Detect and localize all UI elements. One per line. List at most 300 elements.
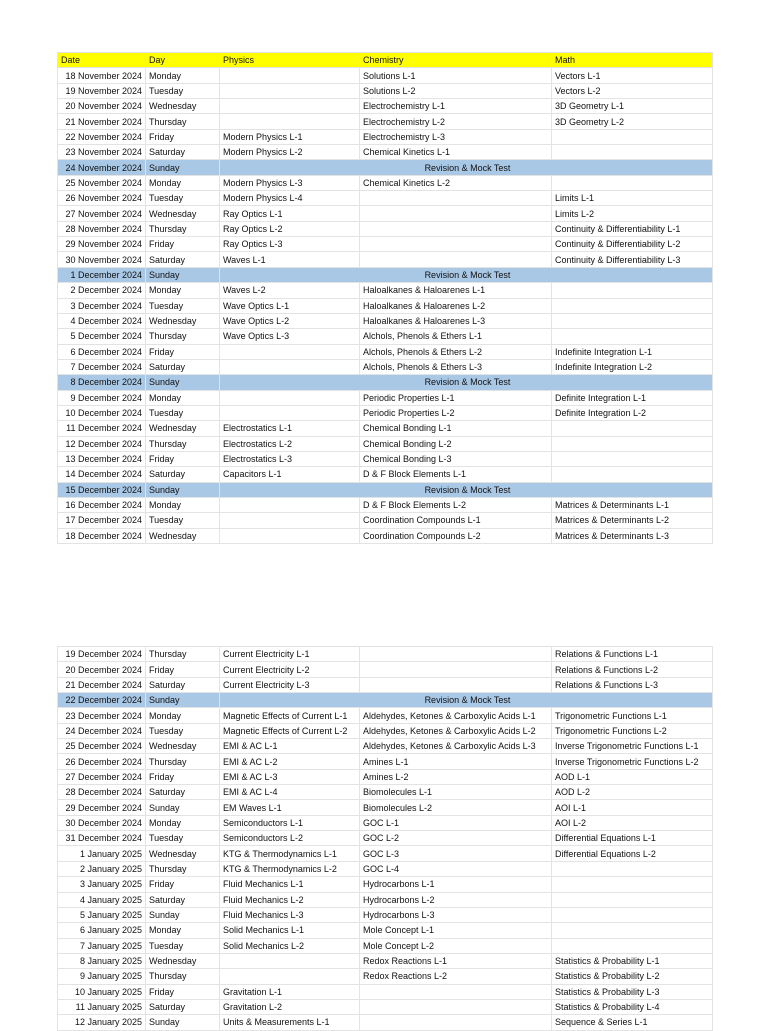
day-cell: Saturday [146, 785, 220, 800]
chemistry-cell: Electrochemistry L-2 [360, 114, 552, 129]
physics-cell: Gravitation L-2 [220, 999, 360, 1014]
chemistry-cell [360, 221, 552, 236]
math-cell [552, 451, 713, 466]
chemistry-cell: Alchols, Phenols & Ethers L-3 [360, 359, 552, 374]
math-cell: AOI L-2 [552, 815, 713, 830]
revision-label: Revision & Mock Test [220, 267, 713, 282]
physics-cell [220, 68, 360, 83]
physics-cell [220, 497, 360, 512]
chemistry-cell: Solutions L-1 [360, 68, 552, 83]
date-cell: 30 December 2024 [58, 815, 146, 830]
math-cell: AOD L-2 [552, 785, 713, 800]
schedule-row [58, 436, 713, 451]
day-cell: Tuesday [146, 405, 220, 420]
schedule-row [58, 221, 713, 236]
date-cell: 14 December 2024 [58, 467, 146, 482]
revision-label: Revision & Mock Test [220, 160, 713, 175]
schedule-row [58, 647, 713, 662]
revision-row [58, 267, 713, 282]
day-cell: Friday [146, 769, 220, 784]
math-cell [552, 175, 713, 190]
date-cell: 19 November 2024 [58, 83, 146, 98]
date-cell: 13 December 2024 [58, 451, 146, 466]
date-cell: 30 November 2024 [58, 252, 146, 267]
schedule-row [58, 129, 713, 144]
math-cell: Statistics & Probability L-4 [552, 999, 713, 1014]
schedule-row [58, 999, 713, 1014]
day-cell: Monday [146, 923, 220, 938]
math-cell [552, 329, 713, 344]
math-cell: Differential Equations L-2 [552, 846, 713, 861]
date-cell: 26 December 2024 [58, 754, 146, 769]
physics-cell [220, 99, 360, 114]
chemistry-cell [360, 677, 552, 692]
chemistry-cell: Chemical Kinetics L-2 [360, 175, 552, 190]
day-cell: Monday [146, 68, 220, 83]
date-cell: 24 November 2024 [58, 160, 146, 175]
math-cell: AOI L-1 [552, 800, 713, 815]
chemistry-cell: Biomolecules L-2 [360, 800, 552, 815]
chemistry-cell: Amines L-1 [360, 754, 552, 769]
schedule-row [58, 769, 713, 784]
chemistry-cell: Chemical Kinetics L-1 [360, 145, 552, 160]
physics-cell [220, 390, 360, 405]
schedule-row [58, 359, 713, 374]
day-cell: Tuesday [146, 723, 220, 738]
schedule-row [58, 907, 713, 922]
day-cell: Wednesday [146, 421, 220, 436]
schedule-row [58, 283, 713, 298]
chemistry-cell [360, 237, 552, 252]
chemistry-cell: Coordination Compounds L-2 [360, 528, 552, 543]
physics-cell: Wave Optics L-1 [220, 298, 360, 313]
math-cell [552, 467, 713, 482]
physics-cell: Wave Optics L-3 [220, 329, 360, 344]
date-cell: 10 January 2025 [58, 984, 146, 999]
day-cell: Wednesday [146, 206, 220, 221]
day-cell: Thursday [146, 969, 220, 984]
math-cell [552, 892, 713, 907]
schedule-row [58, 329, 713, 344]
physics-cell: Electrostatics L-1 [220, 421, 360, 436]
physics-cell: Modern Physics L-3 [220, 175, 360, 190]
day-cell: Thursday [146, 861, 220, 876]
physics-cell [220, 83, 360, 98]
day-cell: Thursday [146, 221, 220, 236]
date-cell: 10 December 2024 [58, 405, 146, 420]
schedule-row [58, 191, 713, 206]
math-cell: Vectors L-1 [552, 68, 713, 83]
math-cell: Continuity & Differentiability L-1 [552, 221, 713, 236]
chemistry-cell: Amines L-2 [360, 769, 552, 784]
chemistry-cell: Chemical Bonding L-3 [360, 451, 552, 466]
schedule-row [58, 451, 713, 466]
date-cell: 9 January 2025 [58, 969, 146, 984]
physics-cell: Solid Mechanics L-2 [220, 938, 360, 953]
math-cell: AOD L-1 [552, 769, 713, 784]
schedule-row [58, 754, 713, 769]
header-math: Math [552, 53, 713, 68]
date-cell: 29 November 2024 [58, 237, 146, 252]
date-cell: 2 December 2024 [58, 283, 146, 298]
date-cell: 3 December 2024 [58, 298, 146, 313]
revision-row [58, 482, 713, 497]
schedule-row [58, 923, 713, 938]
math-cell: Differential Equations L-1 [552, 831, 713, 846]
schedule-row [58, 313, 713, 328]
schedule-table-2 [57, 646, 713, 1031]
schedule-row [58, 421, 713, 436]
schedule-row [58, 528, 713, 543]
day-cell: Thursday [146, 436, 220, 451]
revision-label: Revision & Mock Test [220, 482, 713, 497]
chemistry-cell: Hydrocarbons L-1 [360, 877, 552, 892]
day-cell: Monday [146, 708, 220, 723]
revision-label: Revision & Mock Test [220, 375, 713, 390]
math-cell: Matrices & Determinants L-1 [552, 497, 713, 512]
physics-cell: Fluid Mechanics L-1 [220, 877, 360, 892]
date-cell: 20 December 2024 [58, 662, 146, 677]
chemistry-cell: GOC L-4 [360, 861, 552, 876]
chemistry-cell: Periodic Properties L-2 [360, 405, 552, 420]
header-chemistry: Chemistry [360, 53, 552, 68]
date-cell: 26 November 2024 [58, 191, 146, 206]
day-cell: Monday [146, 815, 220, 830]
date-cell: 18 December 2024 [58, 528, 146, 543]
day-cell: Tuesday [146, 513, 220, 528]
math-cell: Statistics & Probability L-1 [552, 953, 713, 968]
math-cell: Sequence & Series L-1 [552, 1015, 713, 1030]
header-day: Day [146, 53, 220, 68]
schedule-row [58, 298, 713, 313]
revision-row [58, 160, 713, 175]
date-cell: 7 January 2025 [58, 938, 146, 953]
math-cell [552, 313, 713, 328]
math-cell [552, 436, 713, 451]
physics-cell: Gravitation L-1 [220, 984, 360, 999]
day-cell: Saturday [146, 145, 220, 160]
schedule-row [58, 831, 713, 846]
chemistry-cell: Mole Concept L-1 [360, 923, 552, 938]
physics-cell: Current Electricity L-2 [220, 662, 360, 677]
date-cell: 27 November 2024 [58, 206, 146, 221]
math-cell [552, 861, 713, 876]
physics-cell: Wave Optics L-2 [220, 313, 360, 328]
schedule-row [58, 206, 713, 221]
chemistry-cell [360, 206, 552, 221]
day-cell: Saturday [146, 467, 220, 482]
date-cell: 17 December 2024 [58, 513, 146, 528]
physics-cell: Waves L-1 [220, 252, 360, 267]
date-cell: 5 January 2025 [58, 907, 146, 922]
day-cell: Sunday [146, 800, 220, 815]
schedule-row [58, 938, 713, 953]
schedule-row [58, 497, 713, 512]
chemistry-cell [360, 252, 552, 267]
date-cell: 3 January 2025 [58, 877, 146, 892]
math-cell: Relations & Functions L-1 [552, 647, 713, 662]
math-cell [552, 907, 713, 922]
math-cell: Matrices & Determinants L-2 [552, 513, 713, 528]
chemistry-cell: Aldehydes, Ketones & Carboxylic Acids L-2 [360, 723, 552, 738]
math-cell [552, 938, 713, 953]
physics-cell: KTG & Thermodynamics L-2 [220, 861, 360, 876]
math-cell: Indefinite Integration L-2 [552, 359, 713, 374]
date-cell: 23 December 2024 [58, 708, 146, 723]
day-cell: Sunday [146, 375, 220, 390]
day-cell: Monday [146, 175, 220, 190]
physics-cell: Capacitors L-1 [220, 467, 360, 482]
day-cell: Friday [146, 451, 220, 466]
chemistry-cell: Electrochemistry L-1 [360, 99, 552, 114]
schedule-row [58, 984, 713, 999]
chemistry-cell: D & F Block Elements L-2 [360, 497, 552, 512]
header-date: Date [58, 53, 146, 68]
schedule-row [58, 815, 713, 830]
math-cell [552, 877, 713, 892]
schedule-table-1 [57, 52, 713, 544]
date-cell: 12 January 2025 [58, 1015, 146, 1030]
day-cell: Saturday [146, 677, 220, 692]
date-cell: 18 November 2024 [58, 68, 146, 83]
schedule-row [58, 99, 713, 114]
date-cell: 22 November 2024 [58, 129, 146, 144]
physics-cell: Current Electricity L-1 [220, 647, 360, 662]
day-cell: Tuesday [146, 83, 220, 98]
date-cell: 1 January 2025 [58, 846, 146, 861]
day-cell: Tuesday [146, 938, 220, 953]
date-cell: 20 November 2024 [58, 99, 146, 114]
physics-cell: Ray Optics L-2 [220, 221, 360, 236]
physics-cell: EMI & AC L-3 [220, 769, 360, 784]
day-cell: Friday [146, 662, 220, 677]
day-cell: Tuesday [146, 831, 220, 846]
physics-cell: EMI & AC L-1 [220, 739, 360, 754]
schedule-row [58, 846, 713, 861]
math-cell [552, 421, 713, 436]
header-row [58, 53, 713, 68]
date-cell: 23 November 2024 [58, 145, 146, 160]
date-cell: 19 December 2024 [58, 647, 146, 662]
schedule-row [58, 114, 713, 129]
chemistry-cell: Mole Concept L-2 [360, 938, 552, 953]
schedule-row [58, 68, 713, 83]
schedule-row [58, 739, 713, 754]
chemistry-cell: Chemical Bonding L-1 [360, 421, 552, 436]
physics-cell: Magnetic Effects of Current L-2 [220, 723, 360, 738]
math-cell: Inverse Trigonometric Functions L-2 [552, 754, 713, 769]
chemistry-cell [360, 1015, 552, 1030]
date-cell: 11 December 2024 [58, 421, 146, 436]
date-cell: 6 December 2024 [58, 344, 146, 359]
schedule-row [58, 1015, 713, 1030]
schedule-body-2 [58, 647, 713, 1031]
chemistry-cell: Aldehydes, Ketones & Carboxylic Acids L-1 [360, 708, 552, 723]
chemistry-cell: Redox Reactions L-1 [360, 953, 552, 968]
physics-cell: Ray Optics L-3 [220, 237, 360, 252]
chemistry-cell: Alchols, Phenols & Ethers L-1 [360, 329, 552, 344]
date-cell: 7 December 2024 [58, 359, 146, 374]
physics-cell: Fluid Mechanics L-2 [220, 892, 360, 907]
schedule-row [58, 662, 713, 677]
date-cell: 15 December 2024 [58, 482, 146, 497]
physics-cell: EM Waves L-1 [220, 800, 360, 815]
schedule-body-1 [58, 68, 713, 544]
day-cell: Monday [146, 497, 220, 512]
schedule-row [58, 145, 713, 160]
chemistry-cell [360, 647, 552, 662]
date-cell: 31 December 2024 [58, 831, 146, 846]
date-cell: 5 December 2024 [58, 329, 146, 344]
revision-row [58, 693, 713, 708]
date-cell: 11 January 2025 [58, 999, 146, 1014]
day-cell: Saturday [146, 359, 220, 374]
chemistry-cell: Hydrocarbons L-2 [360, 892, 552, 907]
date-cell: 9 December 2024 [58, 390, 146, 405]
day-cell: Friday [146, 129, 220, 144]
schedule-row [58, 252, 713, 267]
physics-cell: Modern Physics L-1 [220, 129, 360, 144]
date-cell: 2 January 2025 [58, 861, 146, 876]
chemistry-cell: Alchols, Phenols & Ethers L-2 [360, 344, 552, 359]
schedule-row [58, 800, 713, 815]
physics-cell: Semiconductors L-2 [220, 831, 360, 846]
math-cell: 3D Geometry L-2 [552, 114, 713, 129]
physics-cell: Solid Mechanics L-1 [220, 923, 360, 938]
math-cell: Definite Integration L-2 [552, 405, 713, 420]
physics-cell: Magnetic Effects of Current L-1 [220, 708, 360, 723]
physics-cell: Current Electricity L-3 [220, 677, 360, 692]
chemistry-cell: Haloalkanes & Haloarenes L-3 [360, 313, 552, 328]
day-cell: Friday [146, 344, 220, 359]
schedule-row [58, 677, 713, 692]
chemistry-cell: GOC L-2 [360, 831, 552, 846]
math-cell: Inverse Trigonometric Functions L-1 [552, 739, 713, 754]
day-cell: Thursday [146, 754, 220, 769]
chemistry-cell: Redox Reactions L-2 [360, 969, 552, 984]
day-cell: Thursday [146, 329, 220, 344]
chemistry-cell [360, 191, 552, 206]
date-cell: 21 November 2024 [58, 114, 146, 129]
day-cell: Saturday [146, 252, 220, 267]
math-cell: 3D Geometry L-1 [552, 99, 713, 114]
physics-cell: Fluid Mechanics L-3 [220, 907, 360, 922]
day-cell: Saturday [146, 999, 220, 1014]
schedule-row [58, 877, 713, 892]
date-cell: 25 November 2024 [58, 175, 146, 190]
date-cell: 24 December 2024 [58, 723, 146, 738]
schedule-row [58, 861, 713, 876]
date-cell: 29 December 2024 [58, 800, 146, 815]
schedule-row [58, 405, 713, 420]
chemistry-cell: Haloalkanes & Haloarenes L-1 [360, 283, 552, 298]
math-cell: Continuity & Differentiability L-3 [552, 252, 713, 267]
math-cell: Definite Integration L-1 [552, 390, 713, 405]
math-cell [552, 298, 713, 313]
schedule-row [58, 390, 713, 405]
physics-cell [220, 114, 360, 129]
physics-cell [220, 344, 360, 359]
math-cell: Relations & Functions L-3 [552, 677, 713, 692]
day-cell: Sunday [146, 267, 220, 282]
chemistry-cell: GOC L-1 [360, 815, 552, 830]
math-cell [552, 145, 713, 160]
physics-cell: Electrostatics L-2 [220, 436, 360, 451]
day-cell: Sunday [146, 160, 220, 175]
physics-cell: Electrostatics L-3 [220, 451, 360, 466]
day-cell: Thursday [146, 114, 220, 129]
date-cell: 22 December 2024 [58, 693, 146, 708]
day-cell: Friday [146, 984, 220, 999]
physics-cell [220, 405, 360, 420]
physics-cell: Semiconductors L-1 [220, 815, 360, 830]
date-cell: 28 December 2024 [58, 785, 146, 800]
date-cell: 28 November 2024 [58, 221, 146, 236]
day-cell: Sunday [146, 482, 220, 497]
schedule-row [58, 344, 713, 359]
chemistry-cell: Hydrocarbons L-3 [360, 907, 552, 922]
math-cell [552, 129, 713, 144]
revision-row [58, 375, 713, 390]
schedule-row [58, 892, 713, 907]
math-cell [552, 283, 713, 298]
day-cell: Wednesday [146, 528, 220, 543]
day-cell: Sunday [146, 1015, 220, 1030]
schedule-row [58, 513, 713, 528]
schedule-row [58, 723, 713, 738]
day-cell: Wednesday [146, 313, 220, 328]
math-cell: Trigonometric Functions L-2 [552, 723, 713, 738]
chemistry-cell [360, 662, 552, 677]
date-cell: 21 December 2024 [58, 677, 146, 692]
chemistry-cell [360, 984, 552, 999]
physics-cell [220, 953, 360, 968]
day-cell: Monday [146, 390, 220, 405]
day-cell: Tuesday [146, 298, 220, 313]
day-cell: Sunday [146, 693, 220, 708]
chemistry-cell: Solutions L-2 [360, 83, 552, 98]
physics-cell: EMI & AC L-2 [220, 754, 360, 769]
physics-cell: Ray Optics L-1 [220, 206, 360, 221]
math-cell: Continuity & Differentiability L-2 [552, 237, 713, 252]
revision-label: Revision & Mock Test [220, 693, 713, 708]
math-cell: Indefinite Integration L-1 [552, 344, 713, 359]
physics-cell [220, 513, 360, 528]
day-cell: Wednesday [146, 953, 220, 968]
day-cell: Thursday [146, 647, 220, 662]
physics-cell: KTG & Thermodynamics L-1 [220, 846, 360, 861]
chemistry-cell [360, 999, 552, 1014]
date-cell: 16 December 2024 [58, 497, 146, 512]
schedule-row [58, 237, 713, 252]
math-cell: Limits L-2 [552, 206, 713, 221]
math-cell: Statistics & Probability L-3 [552, 984, 713, 999]
schedule-row [58, 708, 713, 723]
day-cell: Sunday [146, 907, 220, 922]
date-cell: 25 December 2024 [58, 739, 146, 754]
math-cell: Vectors L-2 [552, 83, 713, 98]
chemistry-cell: GOC L-3 [360, 846, 552, 861]
chemistry-cell: D & F Block Elements L-1 [360, 467, 552, 482]
math-cell: Limits L-1 [552, 191, 713, 206]
physics-cell [220, 359, 360, 374]
schedule-row [58, 175, 713, 190]
schedule-row [58, 953, 713, 968]
chemistry-cell: Coordination Compounds L-1 [360, 513, 552, 528]
day-cell: Wednesday [146, 739, 220, 754]
physics-cell [220, 528, 360, 543]
day-cell: Wednesday [146, 99, 220, 114]
